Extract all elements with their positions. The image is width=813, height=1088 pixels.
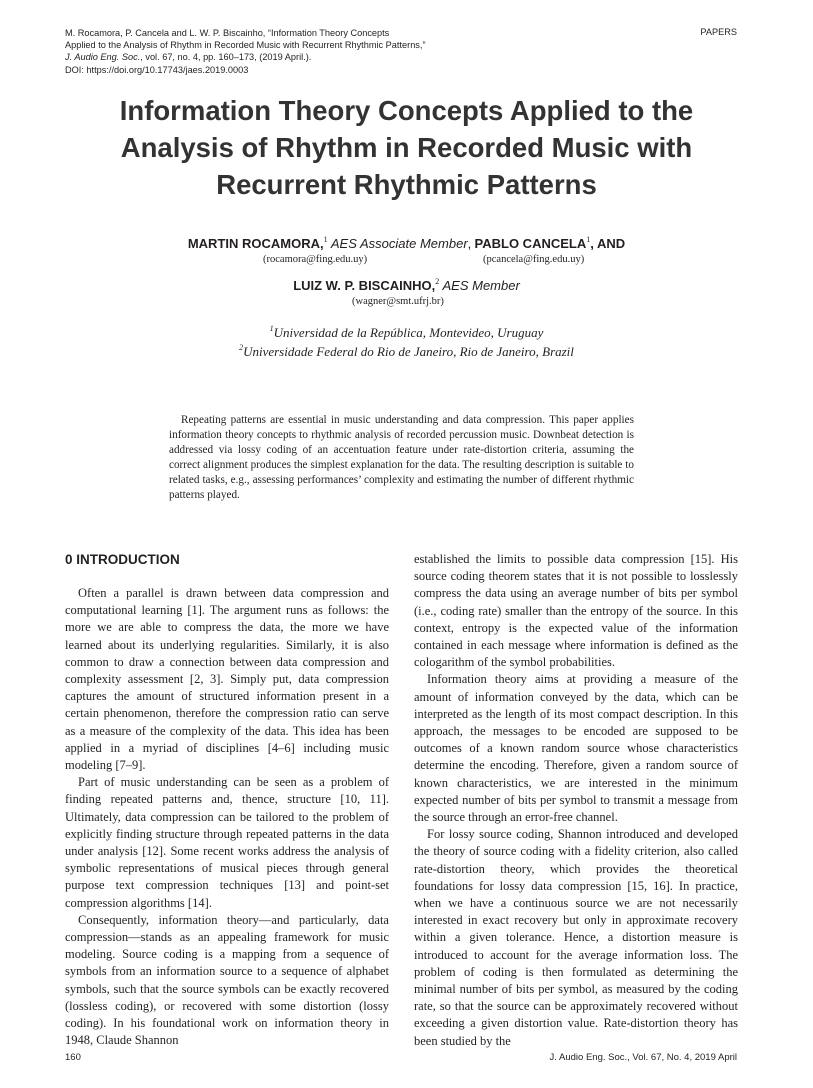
- author-email[interactable]: (pcancela@fing.edu.uy): [483, 254, 585, 265]
- author-role: AES Associate Member: [330, 236, 468, 251]
- affiliation-2: [65, 344, 748, 360]
- author-role: AES Member: [442, 278, 520, 293]
- body-paragraph: Consequently, information theory—and particularly, data compression—stands as an appealing framework for music modeling. Source coding is a mapping from a sequence of symbols from an information source to a sequence of alphabet symbols, such that the source symbols can be exactly recovered (lossless coding), or recovered with some distortion (lossy coding). In his foundational work on information theory in 1948, Claude Shannon: [65, 912, 389, 1048]
- affiliation-text: Universidad de la República, Montevideo, Uruguay: [273, 325, 544, 340]
- body-paragraph: Information theory aims at providing a measure of the amount of information conveyed by the data, which can be interpreted as the length of its most compact description. In this approach, the messages to be encoded are supposed to be outcomes of a known random source whose characteristics determine the encoding. Therefore, given a random source of known characteristics, we are interested in the minimum expected number of bits per symbol to transmit a message from the source through an error-free channel.: [414, 672, 738, 825]
- section-heading: 0 INTRODUCTION: [65, 552, 180, 567]
- author-separator: , AND: [590, 236, 626, 251]
- citation-line-3: [65, 51, 625, 63]
- author-email[interactable]: (wagner@smt.ufrj.br): [352, 296, 444, 307]
- affiliation-1: [65, 325, 748, 341]
- citation-journal: J. Audio Eng. Soc.: [65, 52, 141, 63]
- left-column: [65, 585, 389, 1049]
- author-name: PABLO CANCELA: [474, 236, 587, 251]
- author-name: MARTIN ROCAMORA,: [187, 236, 324, 251]
- body-paragraph: established the limits to possible data compression [15]. His source coding theorem states that it is not possible to losslessly compress the data using an average number of bits per symbol (i.e., coding rate) smaller than the entropy of the source. In this context, entropy is the expected value of the information contained in each message where information is defined as the cologarithm of the symbol probabilities.: [414, 552, 738, 670]
- journal-footer: J. Audio Eng. Soc., Vol. 67, No. 4, 2019 April: [549, 1052, 737, 1063]
- citation-rest: , vol. 67, no. 4, pp. 160–173, (2019 April.).: [140, 52, 312, 63]
- author-email[interactable]: (rocamora@fing.edu.uy): [263, 254, 368, 265]
- citation-line-1: M. Rocamora, P. Cancela and L. W. P. Biscainho, “Information Theory Concepts: [65, 28, 390, 38]
- citation-block: [65, 27, 625, 76]
- author-line-2: [65, 278, 748, 294]
- affiliation-marker: 1: [323, 235, 328, 244]
- affiliation-marker: 1: [269, 324, 274, 333]
- section-label: PAPERS: [700, 27, 737, 37]
- abstract: Repeating patterns are essential in music understanding and data compression. This paper applies information theory concepts to rhythmic analysis of recorded percussion music. Downbeat detection is addressed via lossy coding of an accentuation feature under rate-distortion criteria, assuming the correct alignment produces the simplest explanation for the data. The resulting description is suitable to related tasks, e.g., assessing performances’ complexity and estimating the number of different rhythmic patterns played.: [169, 414, 634, 501]
- right-column: [414, 551, 738, 1050]
- body-paragraph: Often a parallel is drawn between data compression and computational learning [1]. The argument runs as follows: the more we are able to compress the data, the more we have learned about its underlying regularities. Similarly, it is also common to draw a connection between data compression and complexity assessment [2, 3]. Simply put, data compression captures the amount of structured information present in a certain phenomenon, therefore the compression ratio can serve as a measure of the complexity of the data. This idea has been applied in a myriad of disciplines [4–6] including music modeling [7–9].: [65, 586, 389, 773]
- affiliation-marker: 1: [586, 235, 591, 244]
- affiliation-marker: 2: [239, 343, 244, 352]
- author-separator: ,: [467, 236, 472, 251]
- affiliation-marker: 2: [435, 277, 440, 286]
- body-paragraph: Part of music understanding can be seen as a problem of finding repeated patterns and, thence, structure [10, 11]. Ultimately, data compression can be tailored to the problem of explicitly finding structure through repeated patterns in the data under analysis [12]. Some recent works address the analysis of symbolic representations of musical pieces through general purpose text compression techniques [13] and point-set compression algorithms [14].: [65, 775, 389, 910]
- paper-title: Information Theory Concepts Applied to the Analysis of Rhythm in Recorded Music with Recurrent Rhythmic Patterns: [119, 95, 694, 200]
- author-name: LUIZ W. P. BISCAINHO,: [293, 278, 436, 293]
- affiliation-text: Universidade Federal do Rio de Janeiro, Rio de Janeiro, Brazil: [243, 344, 574, 359]
- citation-line-2: Applied to the Analysis of Rhythm in Recorded Music with Recurrent Rhythmic Patterns,”: [65, 40, 426, 51]
- author-line-1: [65, 236, 748, 252]
- page-number: 160: [65, 1052, 81, 1063]
- body-paragraph: For lossy source coding, Shannon introduced and developed the theory of source coding with a fidelity criterion, also called rate-distortion theory, which provides the theoretical foundations for lossy data compression [15, 16]. In practice, when we have a continuous source we are not necessarily interested in exact recovery but only in approximate recovery within a given tolerance. Hence, a distortion measure is introduced to account for the average information loss. The problem of coding is then formulated as determining the minimal number of bits per symbol, as measured by the coding rate, so that the source can be approximately recovered without exceeding a given distortion value. Rate-distortion theory has been studied by the: [414, 827, 738, 1048]
- doi-link[interactable]: DOI: https://doi.org/10.17743/jaes.2019.0003: [65, 64, 249, 75]
